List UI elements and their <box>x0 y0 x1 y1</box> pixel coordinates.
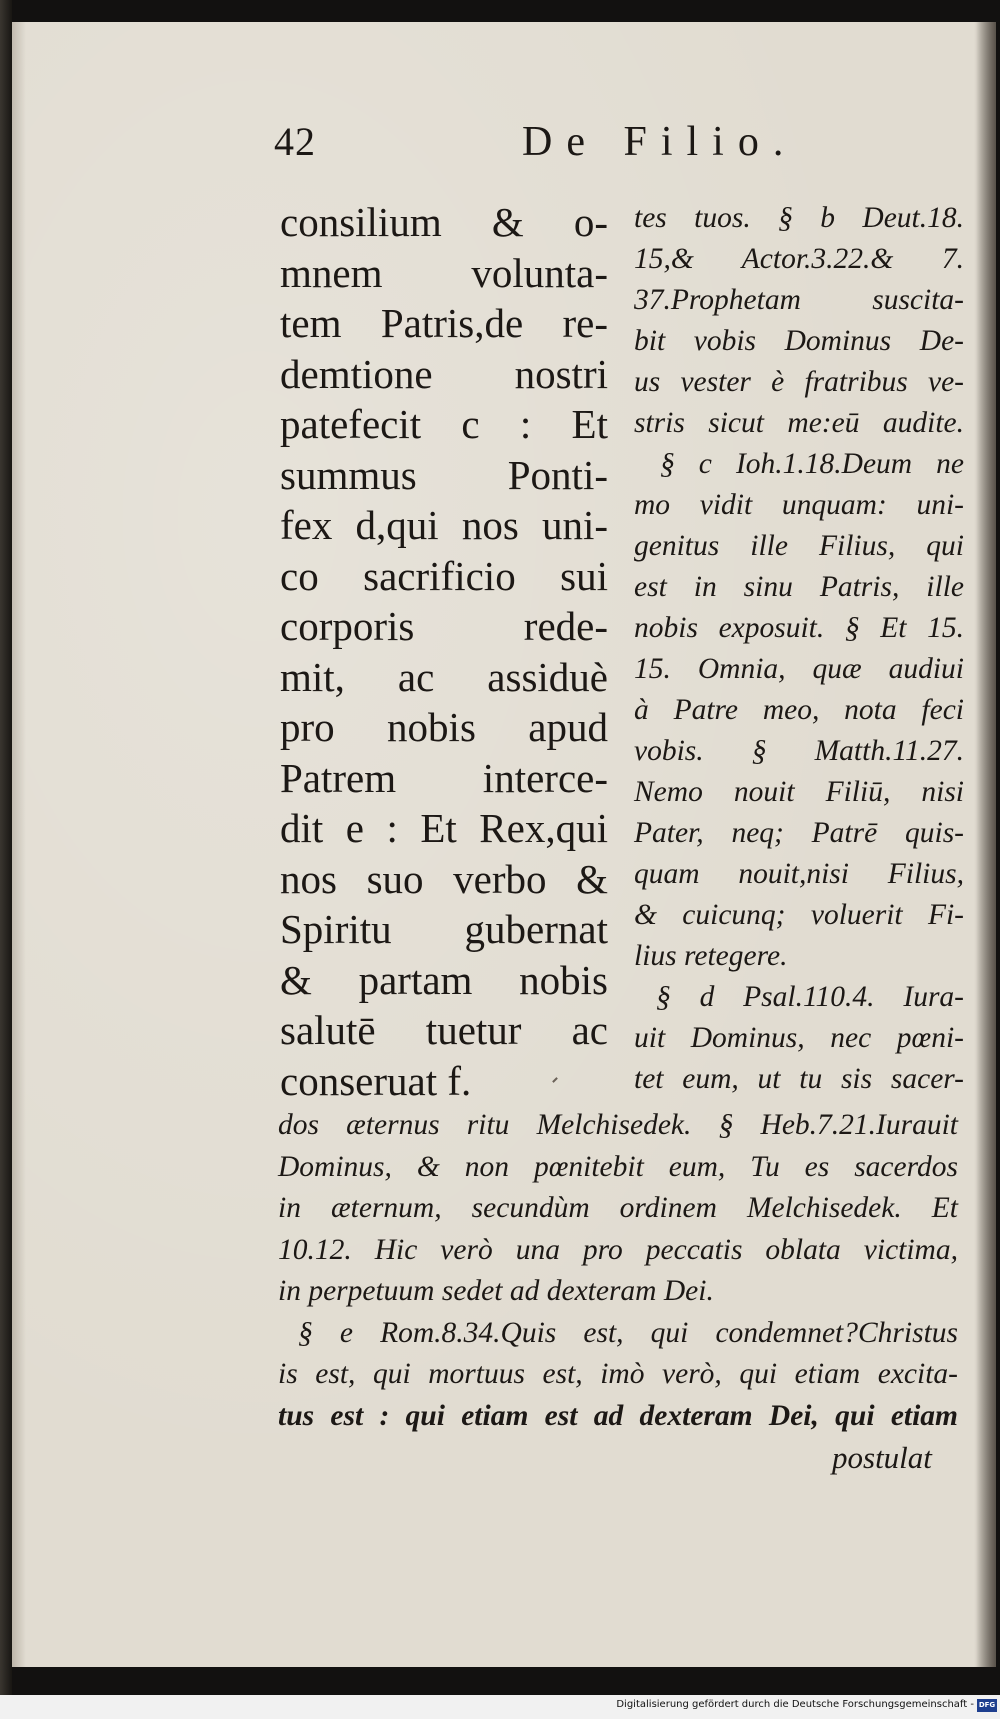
main-text-column <box>280 197 608 1106</box>
note-line: dos æternus ritu Melchisedek. § Heb.7.21.Iurauit <box>278 1109 958 1141</box>
main-text-line: nos suo verbo & <box>280 855 608 902</box>
note-line: tes tuos. § b Deut.18. <box>634 202 964 234</box>
note-line: in perpetuum sedet ad dexteram Dei. <box>278 1275 714 1307</box>
note-line: mo vidit unquam: uni- <box>634 489 964 521</box>
note-line: stris sicut me:eū audite. <box>634 407 964 439</box>
note-line: in æternum, secundùm ordinem Melchisedek. Et <box>278 1192 958 1224</box>
page-header <box>12 118 996 178</box>
note-line: 15. Omnia, quæ audiui <box>634 653 964 685</box>
main-text-line: mnem volunta- <box>280 249 608 296</box>
main-text-line: tem Patris,de re- <box>280 300 608 346</box>
main-text-line: pro nobis apud <box>280 704 608 750</box>
main-text-line: co sacrificio sui <box>280 552 608 599</box>
main-text-line: summus Ponti- <box>280 451 608 498</box>
note-line: bit vobis Dominus De- <box>634 325 964 357</box>
note-line: nobis exposuit. § Et 15. <box>634 612 964 644</box>
note-line: 15,& Actor.3.22.& 7. <box>634 243 964 275</box>
note-line: 10.12. Hic verò una pro peccatis oblata victima, <box>278 1233 958 1266</box>
note-line: genitus ille Filius, qui <box>634 530 964 562</box>
note-line: § c Ioh.1.18.Deum ne <box>660 448 964 480</box>
main-text-line: corporis rede- <box>280 603 608 649</box>
main-text-line: consilium & o- <box>280 199 608 245</box>
note-line: vobis. § Matth.11.27. <box>634 735 964 767</box>
note-line: Nemo nouit Filiū, nisi <box>634 776 964 808</box>
page-number: 42 <box>274 119 316 164</box>
main-text-line: fex d,qui nos uni- <box>280 502 608 548</box>
main-text-line: conseruat f. <box>280 1057 472 1104</box>
note-line: à Patre meo, nota feci <box>634 694 964 726</box>
dfg-logo-icon: DFG <box>977 1699 997 1712</box>
note-line: quam nouit,nisi Filius, <box>634 858 964 890</box>
note-line: Pater, neq; Patrē quis- <box>634 817 964 849</box>
note-line: § d Psal.110.4. Iura- <box>656 981 964 1013</box>
note-line: us vester è fratribus ve- <box>634 366 964 398</box>
main-text-line: Patrem interce- <box>280 754 608 801</box>
note-line: Dominus, & non pœnitebit eum, Tu es sacerdos <box>278 1150 958 1183</box>
main-text-line: demtione nostri <box>280 350 608 397</box>
note-line: uit Dominus, nec pœni- <box>634 1022 964 1054</box>
main-text-line: patefecit c : Et <box>280 401 608 447</box>
page-edge-shadow <box>976 22 996 1667</box>
main-text-line: Spiritu gubernat <box>280 906 608 952</box>
marginal-notes-column <box>634 198 964 1100</box>
note-line: is est, qui mortuus est, imò verò, qui etiam excita- <box>278 1358 958 1390</box>
note-line: & cuicunq; voluerit Fi- <box>634 899 964 931</box>
main-text-line: dit e : Et Rex,qui <box>280 805 608 851</box>
note-line: est in sinu Patris, ille <box>634 571 964 603</box>
scan-background-edge <box>0 0 12 1719</box>
notes-continuation <box>278 1105 958 1437</box>
main-text-line: mit, ac assiduè <box>280 653 608 700</box>
funding-credit: Digitalisierung gefördert durch die Deutsche Forschungsgemeinschaft - <box>616 1699 974 1710</box>
main-text-line: salutē tuetur ac <box>280 1007 608 1053</box>
note-line: lius retegere. <box>634 940 788 972</box>
note-line: tet eum, ut tu sis sacer- <box>634 1063 964 1095</box>
digitization-footer <box>0 1695 1000 1719</box>
catchword: postulat <box>832 1440 932 1475</box>
running-head: De Filio. <box>522 119 798 165</box>
main-text-line: & partam nobis <box>280 956 608 1003</box>
book-page <box>12 22 996 1667</box>
note-line: tus est : qui etiam est ad dexteram Dei, qui etiam <box>278 1399 958 1432</box>
note-line: § e Rom.8.34.Quis est, qui condemnet?Christus <box>298 1316 958 1349</box>
note-line: 37.Prophetam suscita- <box>634 284 964 316</box>
